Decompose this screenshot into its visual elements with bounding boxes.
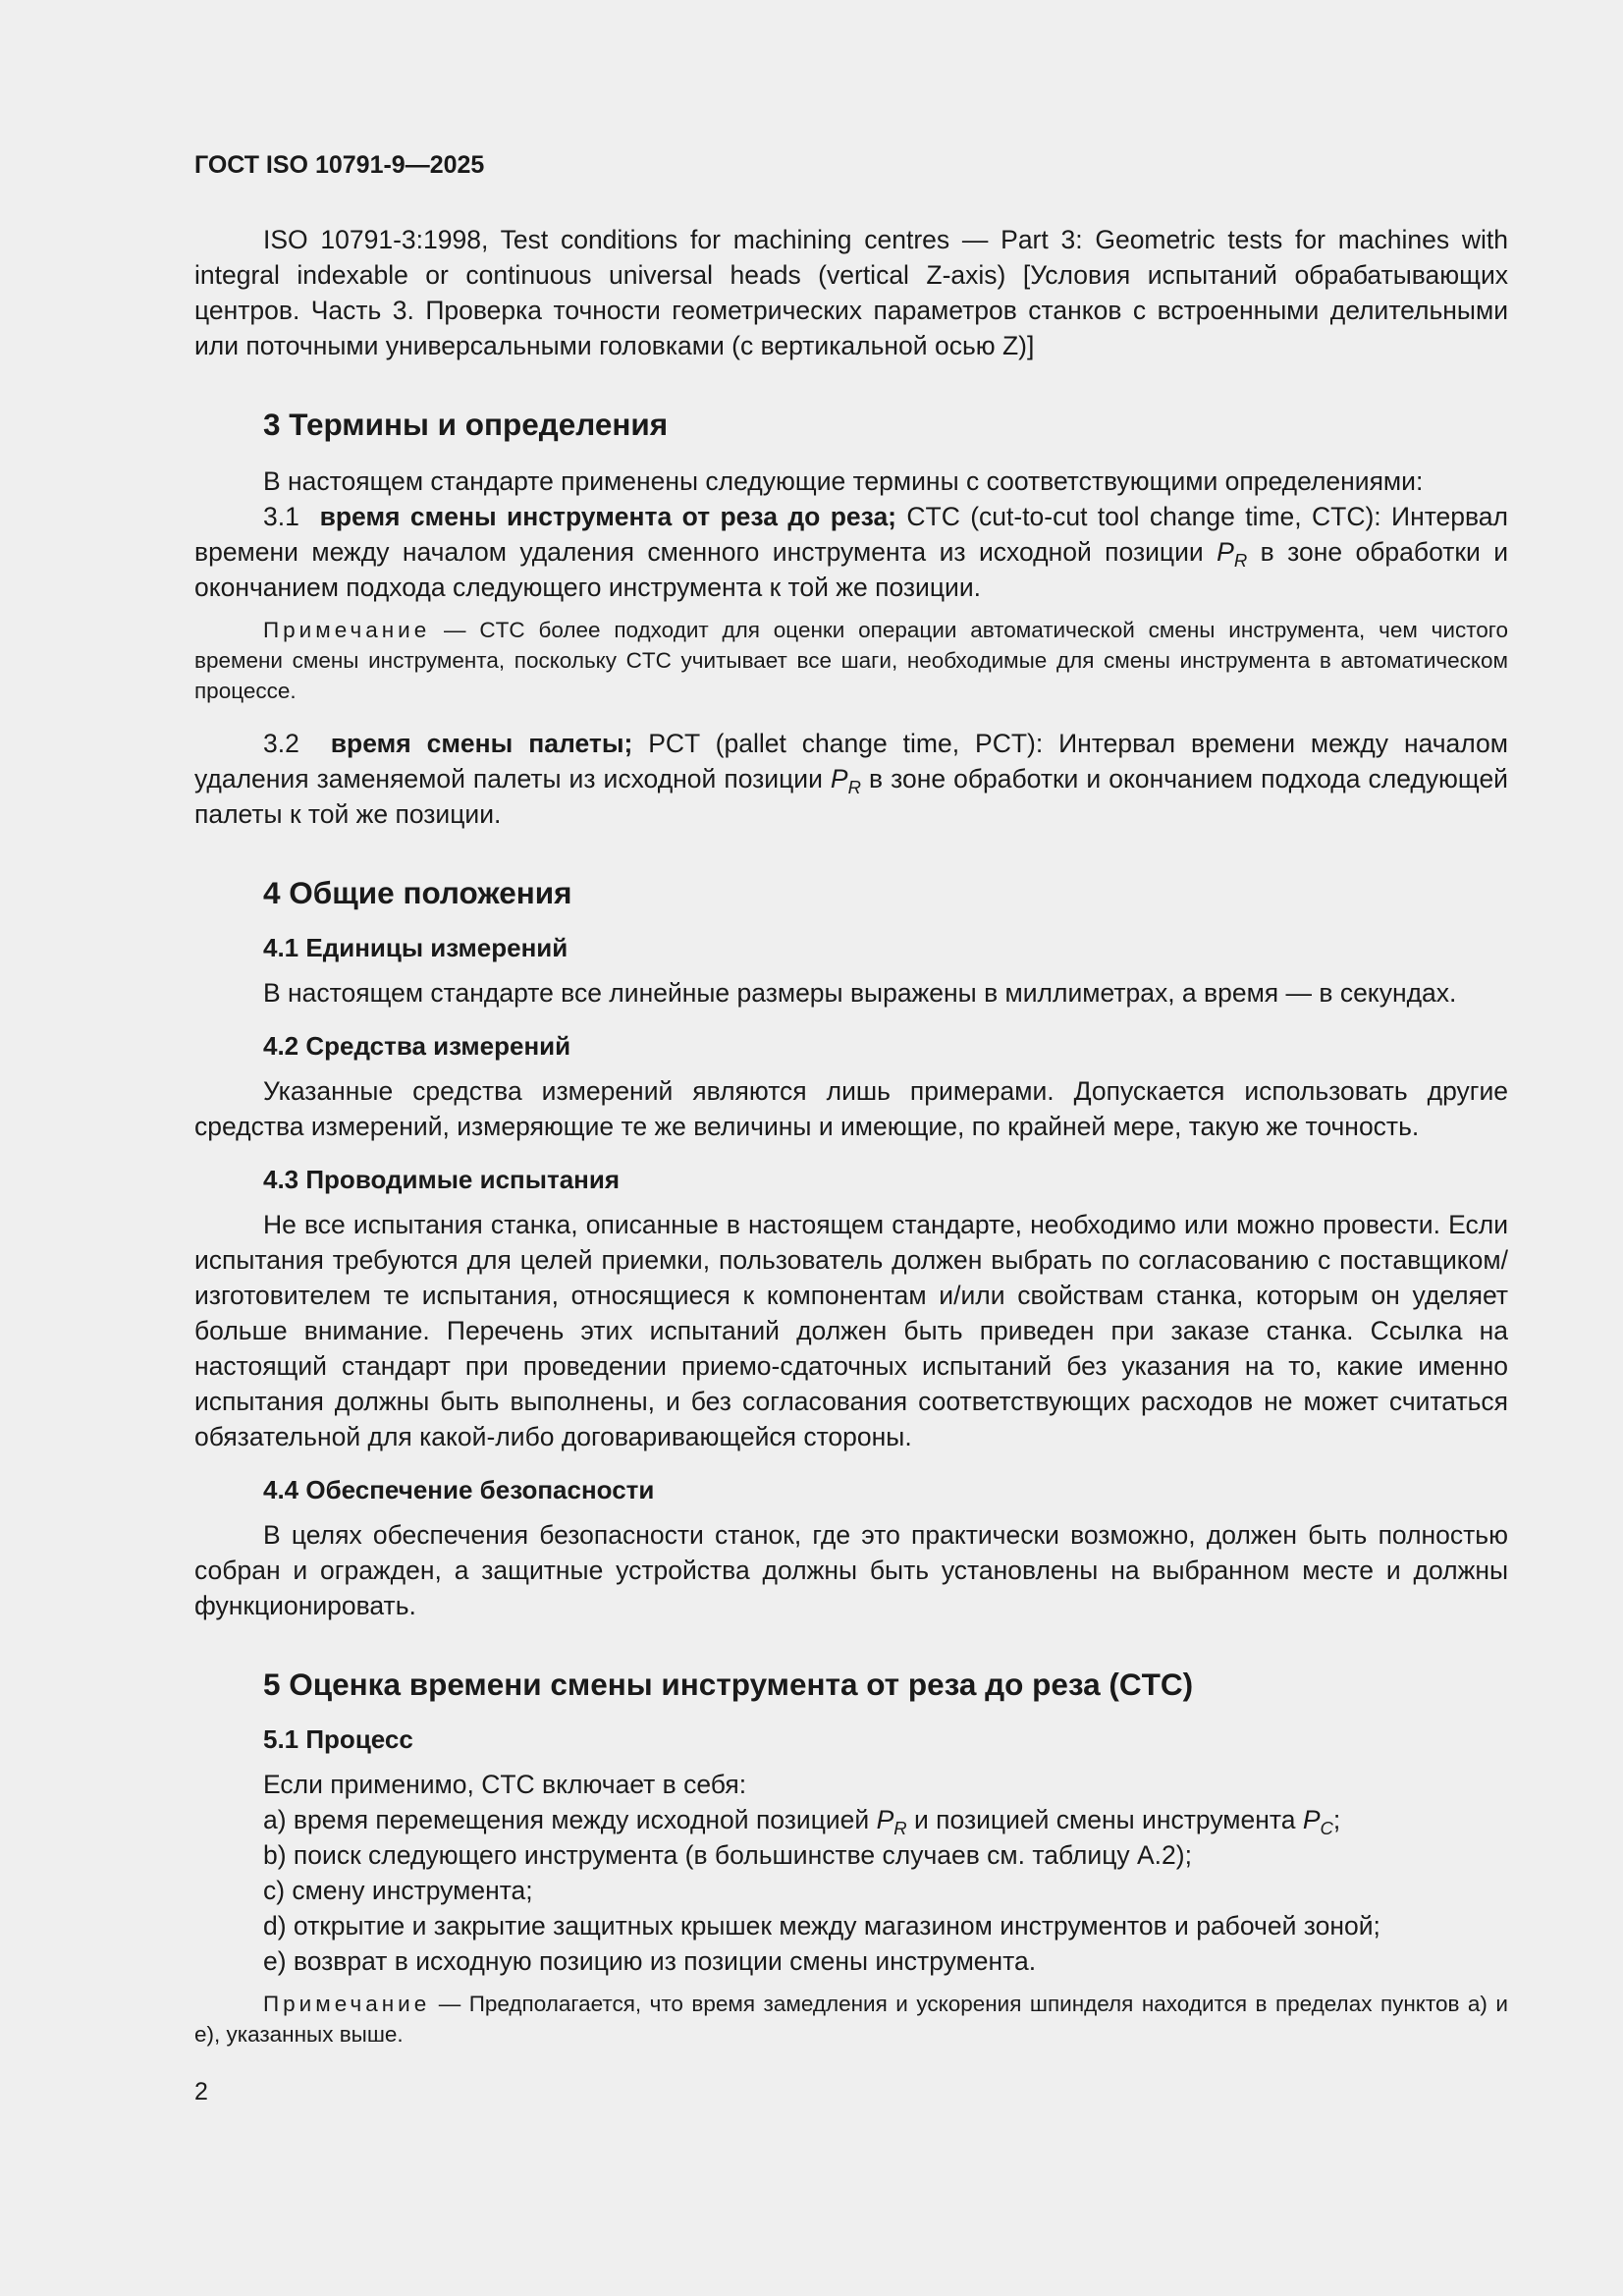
note-label: Примечание (263, 618, 431, 642)
symbol-p-r: $P_R$ (1217, 537, 1248, 571)
subsection-4-3-title: 4.3 Проводимые испытания (263, 1165, 621, 1194)
term-3-1-term: время смены инструмента от реза до реза; (319, 502, 897, 531)
list-item-d: d) открытие и закрытие защитных крышек между магазином инструментов и рабочей зоной; (263, 1911, 1380, 1941)
paragraph-4-4: В целях обеспечения безопасности станок, где это практически возможно, должен быть полностью собран и огражден, а защитные устройства должны быть установлены на выбранном месте и должны функционировать. (194, 1520, 1508, 1620)
symbol-p-r: $P_R$ (830, 764, 861, 797)
note-5-1 (194, 1989, 1508, 2050)
page-number: 2 (194, 2078, 208, 2105)
paragraph-4-1: В настоящем стандарте все линейные размеры выражены в миллиметрах, а время — в секундах. (263, 978, 1457, 1008)
section-5-title: 5 Оценка времени смены инструмента от реза до реза (CTC) (263, 1667, 1194, 1702)
term-3-1-number: 3.1 (263, 502, 299, 531)
term-3-1-text-a: CTC (cut-to-cut tool change time, CTC): Интервал времени между началом удаления сменного инструмента из исходной позиции (194, 502, 1508, 567)
list-item-a-mid: и позицией смены инструмента (906, 1805, 1303, 1834)
symbol-p-c: $P_C$ (1302, 1805, 1333, 1838)
document-header: ГОСТ ISO 10791-9—2025 (194, 151, 485, 179)
note-3-1 (194, 615, 1508, 706)
term-3-2-text-b: в зоне обработки и окончанием подхода следующей палеты к той же позиции. (194, 764, 1508, 829)
list-item-e: e) возврат в исходную позицию из позиции смены инструмента. (263, 1946, 1037, 1976)
list-item-a-pre: a) время перемещения между исходной позицией (263, 1805, 877, 1834)
list-item-b: b) поиск следующего инструмента (в большинстве случаев см. таблицу А.2); (263, 1840, 1192, 1870)
section-3-intro: В настоящем стандарте применены следующие термины с соответствующими определениями: (263, 466, 1424, 496)
symbol-p-r: $P_R$ (876, 1805, 907, 1838)
paragraph-4-3: Не все испытания станка, описанные в настоящем стандарте, необходимо или можно провести. Если испытания требуются для целей приемки, пользователь должен выбрать по согласованию с поставщиком/изготовителем те испытания, относящиеся к компонентам и/или свойствам станка, которым он уделяет больше внимание. Перечень этих испытаний должен быть приведен при заказе станка. Ссылка на настоящий стандарт при проведении приемо-сдаточных испытаний без указания на то, какие именно испытания должны быть выполнены, и без согласования соответствующих расходов не может считаться обязательной для какой-либо договаривающейся стороны. (194, 1210, 1508, 1451)
term-3-2-term: время смены палеты; (330, 729, 633, 758)
term-3-2 (194, 726, 1508, 832)
term-3-2-number: 3.2 (263, 729, 299, 758)
term-3-1 (194, 499, 1508, 605)
section-3-title: 3 Термины и определения (263, 407, 669, 442)
term-3-2-text-a: PCT (pallet change time, PCT): Интервал времени между началом удаления заменяемой палеты из исходной позиции (194, 729, 1509, 793)
note-label: Примечание (263, 1992, 431, 2016)
list-item-a-post: ; (1332, 1805, 1341, 1834)
document-content (194, 222, 1508, 2050)
reference-paragraph: ISO 10791-3:1998, Test conditions for machining centres — Part 3: Geometric tests for machines with integral indexable or continuous universal heads (vertical Z-axis) [Условия испытаний обрабатывающих центров. Часть 3. Проверка точности геометрических параметров станков с встроенными делительными или поточными универсальными головками (с вертикальной осью Z)] (194, 225, 1508, 360)
list-item-c: c) смену инструмента; (263, 1876, 533, 1905)
subsection-4-4-title: 4.4 Обеспечение безопасности (263, 1475, 655, 1504)
term-3-1-text-b: в зоне обработки и окончанием подхода следующего инструмента к той же позиции. (194, 537, 1508, 602)
subsection-4-1-title: 4.1 Единицы измерений (263, 933, 568, 962)
subsection-4-2-title: 4.2 Средства измерений (263, 1031, 571, 1061)
section-4-title: 4 Общие положения (263, 875, 572, 910)
section-5-1-intro: Если применимо, CTC включает в себя: (263, 1770, 747, 1799)
note-5-1-text: — Предполагается, что время замедления и ускорения шпинделя находится в пределах пунктов a) и e), указанных выше. (194, 1992, 1508, 2047)
subsection-5-1-title: 5.1 Процесс (263, 1724, 413, 1754)
list-item-a (194, 1802, 1508, 1837)
paragraph-4-2: Указанные средства измерений являются лишь примерами. Допускается использовать другие средства измерений, измеряющие те же величины и имеющие, по крайней мере, такую же точность. (194, 1076, 1508, 1141)
note-3-1-text: — CTC более подходит для оценки операции автоматической смены инструмента, чем чистого времени смены инструмента, поскольку CTC учитывает все шаги, необходимые для смены инструмента в автоматическом процессе. (194, 618, 1508, 703)
